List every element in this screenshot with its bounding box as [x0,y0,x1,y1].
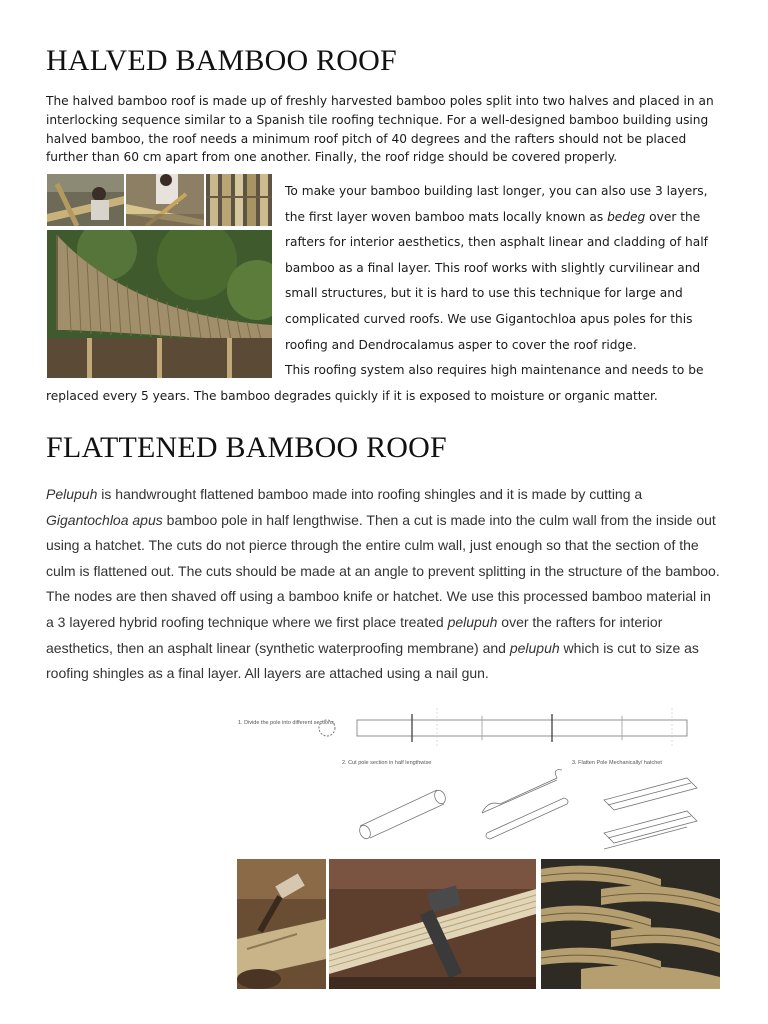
photo-hatchet-cutting [237,859,326,989]
term-pelupuh: Pelupuh [46,486,98,502]
diagram-step2-label: 2. Cut pole section in half lengthwise [342,760,432,766]
photo-flattening-culm [329,859,536,989]
photo-pelupuh-stack [541,859,720,989]
section-title-flattened: FLATTENED BAMBOO ROOF [46,431,447,464]
photo-worker-bamboo [126,174,204,226]
term-bedeg: bedeg [607,209,646,224]
flattened-paragraph: Pelupuh is handwrought flattened bamboo made into roofing shingles and it is made by cutting a Gigantochloa apus bamboo pole in half lengthwise. Then a cut is made into the culm wall from the inside out using a hatchet. The cuts do not pierce through the entire culm wall, just enough so that the section of the culm is flattened out. The cuts should be made at an angle to prevent splitting in the structure of the bamboo. The nodes are then shaved off using a bamboo knife or hatchet. We use this processed bamboo material in a 3 layered hybrid roofing technique where we first place treated pelupuh over the rafters for interior aesthetics, then an asphalt linear (synthetic waterproofing membrane) and pelupuh which is cut to size as roofing shingles as a final layer. All layers are attached using a nail gun. [46,486,720,682]
diagram-step3-label: 3. Flatten Pole Mechanically/ hatchet [572,760,662,766]
photo-workers-splitting [47,174,124,226]
section-title-halved: HALVED BAMBOO ROOF [46,44,397,77]
photo-bamboo-poles [206,174,272,226]
halved-layers-paragraph: To make your bamboo building last longer, you can also use 3 layers, the first layer woven bamboo mats locally known as bedeg over the rafters for interior aesthetics, then asphalt linear and cladding of half bamboo as a final layer. This roof works with slightly curvilinear and small structures, but it is hard to use this technique for large and complicated curved roofs. We use Gigantochloa apus poles for this roofing and Dendrocalamus asper to cover the roof ridge. [285,184,708,352]
term-gigantochloa-apus: Gigantochloa apus [46,511,163,528]
term-pelupuh: pelupuh [509,639,560,656]
photo-halved-bamboo-roof [47,230,272,378]
whole-pole-drawing [358,789,448,841]
term-pelupuh: pelupuh [447,613,498,630]
pole-side-view [357,720,687,736]
halved-pole-drawing [482,770,568,839]
halved-maintenance-line2: replaced every 5 years. The bamboo degrades quickly if it is exposed to moisture or organic matter. [46,389,658,403]
halved-maintenance-line1: This roofing system also requires high maintenance and needs to be [285,363,704,377]
diagram-step1-label: 1. Divide the pole into different sections. [238,720,336,726]
halved-intro-paragraph: The halved bamboo roof is made up of freshly harvested bamboo poles split into two halves and placed in an interlocking sequence similar to a Spanish tile roofing technique. For a well-designed bamboo building using halved bamboo, the roof needs a minimum roof pitch of 40 degrees and the rafters should not be placed further than 60 cm apart from one another. Finally, the roof ridge should be covered properly. [46,94,714,165]
flattened-pole-drawing [604,778,697,849]
flattening-process-diagram [232,708,702,853]
